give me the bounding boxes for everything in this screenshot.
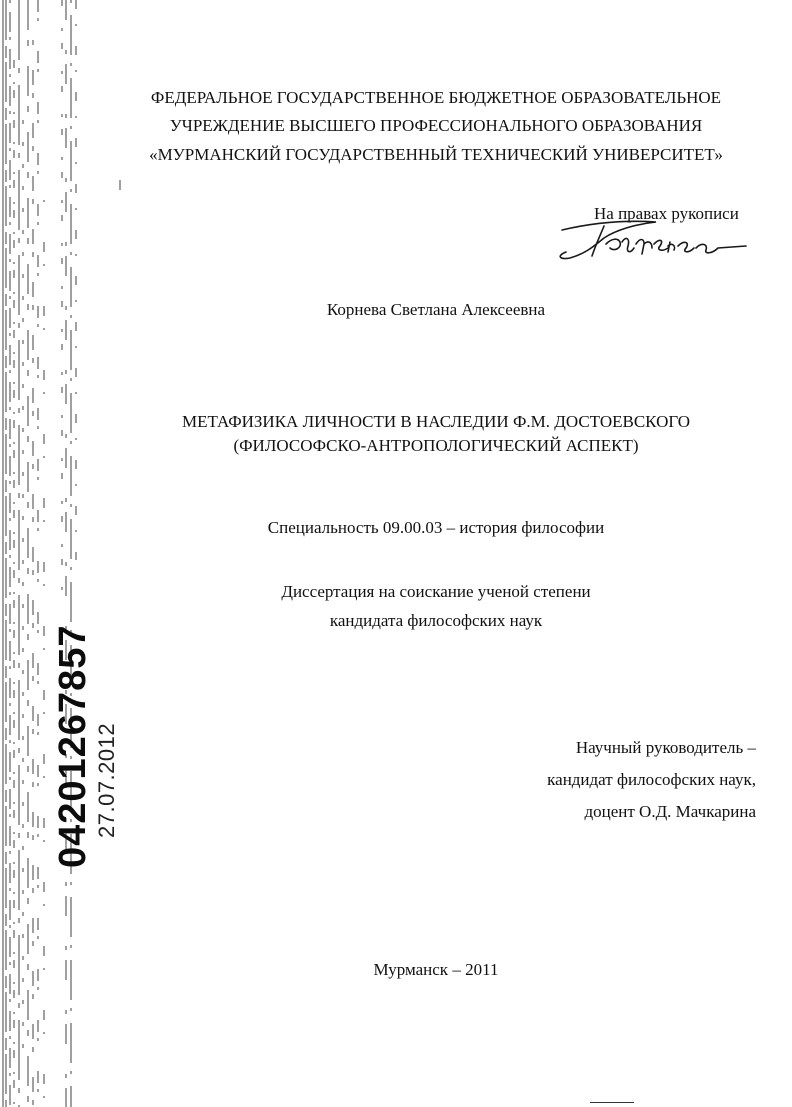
place-year: Мурманск – 2011: [373, 960, 499, 979]
archive-stamp-number: 04201267857: [52, 624, 94, 868]
author-signature: [556, 208, 756, 268]
title-line-2: (ФИЛОСОФСКО-АНТРОПОЛОГИЧЕСКИЙ АСПЕКТ): [233, 436, 639, 455]
author-name: Корнева Светлана Алексеевна: [326, 300, 546, 319]
scan-edge-artifacts: [0, 0, 135, 1107]
manuscript-note: На правах рукописи: [594, 204, 739, 223]
degree-line-2: кандидата философских наук: [329, 611, 543, 630]
supervisor-line-2: кандидат философских наук,: [547, 770, 756, 789]
institution-line-3: «МУРМАНСКИЙ ГОСУДАРСТВЕННЫЙ ТЕХНИЧЕСКИЙ УНИВЕРСИТЕТ»: [149, 145, 723, 164]
archive-stamp-date: 27.07.2012: [94, 722, 119, 838]
degree-line-1: Диссертация на соискание ученой степени: [281, 582, 591, 601]
specialty: Специальность 09.00.03 – история философии: [267, 518, 605, 537]
institution-line-2: УЧРЕЖДЕНИЕ ВЫСШЕГО ПРОФЕССИОНАЛЬНОГО ОБРАЗОВАНИЯ: [169, 116, 703, 135]
institution-line-1: ФЕДЕРАЛЬНОЕ ГОСУДАРСТВЕННОЕ БЮДЖЕТНОЕ ОБРАЗОВАТЕЛЬНОЕ: [150, 88, 722, 107]
supervisor-line-3: доцент О.Д. Мачкарина: [584, 802, 756, 821]
title-line-1: МЕТАФИЗИКА ЛИЧНОСТИ В НАСЛЕДИИ Ф.М. ДОСТОЕВСКОГО: [181, 412, 691, 431]
scan-bottom-mark: [590, 1102, 634, 1103]
supervisor-line-1: Научный руководитель –: [575, 738, 756, 757]
